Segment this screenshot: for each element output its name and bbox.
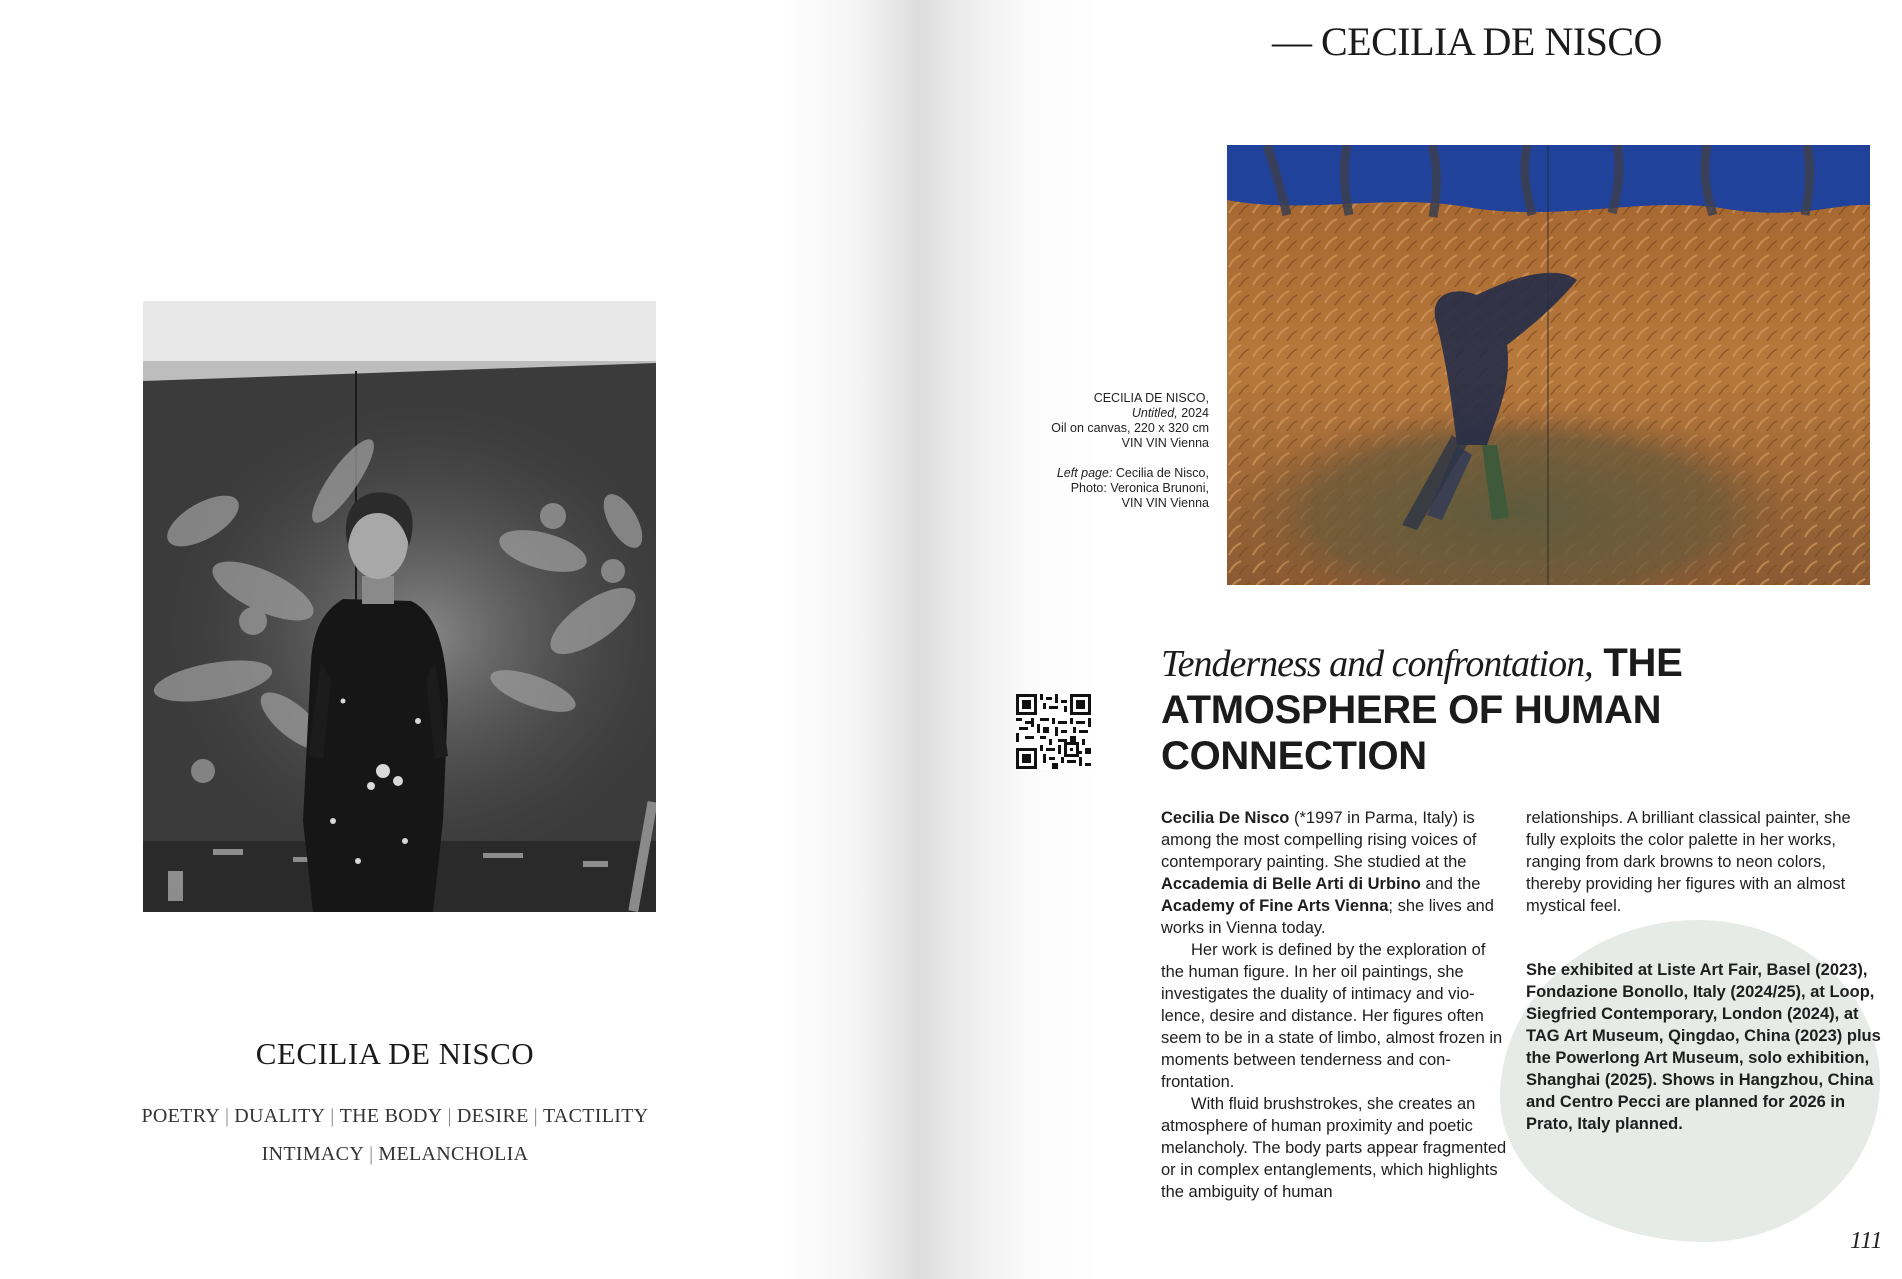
headline-bold: THE ATMOSPHERE OF HUMAN CONNECTION (1161, 641, 1683, 778)
school-name: Accademia di Belle Arti di Urbino (1161, 875, 1421, 893)
exhibitions-text: She exhibited at Liste Art Fair, Basel (2023), Fondazione Bonollo, Italy (2024/25), at Loop, Siegfried Contemporary, London (2024), at TAG Art Museum, Qingdao, China (2023) plus the Powerlong Art Museum, solo exhibition, Shanghai (2025). Shows in Hangzhou, China and Centro Pecci are planned for 2026 in Prato, Italy planned. (1526, 961, 1881, 1133)
body-column-2 (1526, 807, 1881, 917)
caption-medium: Oil on canvas, 220 x 320 cm (1051, 421, 1209, 435)
tags-line-2 (0, 1143, 790, 1166)
photo-credit-caption (1057, 466, 1209, 511)
artist-name-bold: Cecilia De Nisco (1161, 809, 1290, 827)
headline-italic: Tenderness and confrontation, (1161, 643, 1593, 685)
caption-gallery: VIN VIN Vienna (1121, 436, 1209, 450)
school-name: Academy of Fine Arts Vienna (1161, 897, 1389, 915)
tag: THE BODY (339, 1105, 443, 1127)
tag: TACTILITY (542, 1105, 649, 1127)
body-text: and the (1420, 875, 1481, 893)
credit-gallery: VIN VIN Vienna (1121, 496, 1209, 510)
tag: INTIMACY (261, 1143, 365, 1165)
credit-line (1057, 466, 1209, 481)
credit-photographer: Photo: Veronica Brunoni, (1070, 481, 1209, 495)
tag-separator: | (369, 1143, 374, 1165)
tag-separator: | (330, 1105, 335, 1127)
body-column-1 (1161, 807, 1511, 1203)
article-headline (1161, 640, 1881, 779)
caption-year: 2024 (1177, 406, 1209, 420)
artist-portrait-photo (143, 301, 656, 912)
tag: DUALITY (234, 1105, 326, 1127)
body-paragraph-3: With fluid brushstrokes, she creates an atmosphere of human proximity and poetic melancholy. The body parts appear fragmented or in complex entanglements, which highlights the ambiguity of human (1161, 1095, 1507, 1201)
running-head: — CECILIA DE NISCO (1272, 19, 1662, 64)
tag-separator: | (533, 1105, 538, 1127)
tags-line-1 (0, 1105, 790, 1128)
tag: POETRY (141, 1105, 220, 1127)
tag-separator: | (447, 1105, 452, 1127)
caption-title-line (1051, 406, 1209, 421)
artist-name: CECILIA DE NISCO (255, 1036, 535, 1071)
artwork-painting (1227, 145, 1870, 585)
body-paragraph-4: relationships. A brilliant classical painter, she fully exploits the color palette in her works, ranging from dark browns to neon colors, thereby providing her figures with an almost mystical feel. (1526, 809, 1851, 915)
credit-subject: Cecilia de Nisco, (1112, 466, 1209, 480)
caption-artist: CECILIA DE NISCO, (1093, 391, 1209, 405)
body-paragraph-2: Her work is defined by the exploration of the human figure. In her oil paintings, she investigates the duality of intimacy and vio-lence, desire and distance. Her figures often seem to be in a state of limbo, almost frozen in moments between tenderness and con-frontation. (1161, 941, 1503, 1091)
tag: MELANCHOLIA (378, 1143, 529, 1165)
tag-separator: | (224, 1105, 230, 1127)
body-paragraph-1 (1161, 807, 1511, 939)
credit-label: Left page: (1056, 466, 1113, 480)
artwork-caption (1051, 391, 1209, 451)
page-number: 111 (1850, 1228, 1883, 1254)
qr-code[interactable] (1016, 694, 1091, 769)
caption-title: Untitled, (1131, 406, 1178, 420)
tag: DESIRE (456, 1105, 529, 1127)
body-text: (*1997 in Parma, Italy) is among the most compelling rising voices of contemporary painting. She studied at the (1161, 809, 1477, 871)
body-text: ; she lives and works in Vienna today. (1161, 897, 1494, 937)
